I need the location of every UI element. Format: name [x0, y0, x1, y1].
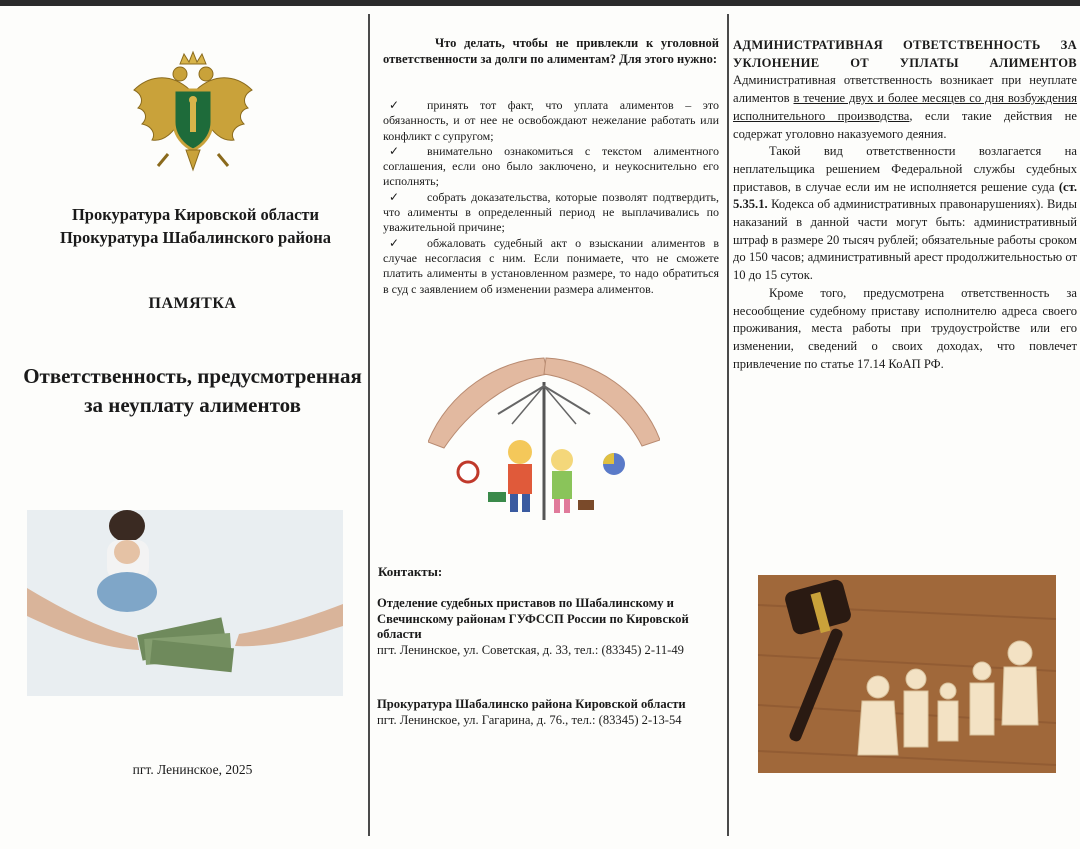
list-item-text: собрать доказательства, которые позволят подтвердить, что алименты в определенный период не выплачивались по уважительной причине; [383, 189, 719, 235]
contact-name: Отделение судебных приставов по Шабалинскому и Свечинскому районам ГУФССП России по Кировской области [377, 596, 689, 641]
list-item [383, 98, 719, 144]
top-border-line [0, 0, 1080, 6]
list-item-text: обжаловать судебный акт о взыскании алиментов в случае несогласия с ним. Если понимаете, что не сможете платить алименты в установленном размере, то надо обратиться в суд с заявлением об изменении размера алиментов. [383, 235, 719, 296]
memo-label: ПАМЯТКА [148, 295, 237, 312]
org-line-district: Прокуратура Шабалинского района [59, 228, 332, 247]
check-icon: ✓ [389, 189, 400, 204]
section-heading: АДМИНИСТРАТИВНАЯ ОТВЕТСТВЕННОСТЬ ЗА УКЛОНЕНИЕ ОТ УПЛАТЫ АЛИМЕНТОВ [733, 38, 1077, 70]
panel-divider-1 [368, 14, 370, 836]
prevention-question: Что делать, чтобы не привлекли к уголовной ответственности за долги по алиментам? Для этого нужно: [383, 36, 719, 66]
panel-divider-2 [727, 14, 729, 836]
recommendations-list [383, 98, 719, 297]
list-item [383, 190, 719, 236]
list-item [383, 236, 719, 297]
place-and-year: пгт. Ленинское, 2025 [132, 762, 253, 777]
brochure-title: Ответственность, предусмотренная за неуплату алиментов [23, 364, 362, 417]
text-fragment: , если такие действия не содержат уголовно наказуемого деяния. [733, 108, 1077, 141]
liability-paragraph-2 [733, 143, 1077, 285]
text-fragment: Административная ответственность возникает при неуплате алиментов [733, 73, 1077, 106]
list-item [383, 144, 719, 190]
list-item-text: принять тот факт, что уплата алиментов – это обязанность, и от нее не освобождают нежелание работать или конфликт с супругом; [383, 98, 719, 143]
list-item-text: внимательно ознакомиться с текстом алиментного соглашения, если оно было заключено, и неукоснительно его исполнять; [383, 143, 719, 189]
administrative-liability-section [733, 37, 1077, 373]
contact-bailiffs [377, 596, 717, 658]
contact-address: пгт. Ленинское, ул. Советская, д. 33, тел.: (83345) 2-11-49 [377, 642, 684, 657]
check-icon: ✓ [389, 143, 400, 158]
organization-names [28, 203, 363, 249]
check-icon: ✓ [389, 235, 400, 250]
contact-prosecutor [377, 697, 717, 728]
check-icon: ✓ [389, 98, 400, 112]
prosecutor-emblem-icon [128, 50, 258, 175]
protective-hands-illustration [428, 352, 660, 524]
gavel-family-photo [758, 575, 1056, 773]
text-fragment: Такой вид ответственности возлагается на неплательщика решением Федеральной службы судебных приставов, в случае если им не исполняется решение суда [733, 144, 1077, 194]
contact-name: Прокуратура Шабалинско района Кировской области [377, 697, 686, 711]
article-reference: (ст. 5.35.1. [733, 179, 1077, 212]
contacts-heading: Контакты: [378, 564, 443, 579]
liability-paragraph-1 [733, 37, 1077, 143]
org-line-regional: Прокуратура Кировской области [71, 205, 320, 224]
text-fragment: Кодекса об административных правонарушениях). Виды наказаний в данной части могут быть: административный штраф в размере 20 тысяч рублей; обязательные работы сроком до 150 часов; административный арест продолжительностью от 10 до 15 суток. [733, 197, 1077, 283]
liability-paragraph-3: Кроме того, предусмотрена ответственность за несообщение судебному приставу исполнителю адреса своего проживания, места работы при трудоустройстве или его изменении, сведений о своих доходах, что повлечет привлечение по статье 17.14 КоАП РФ. [733, 285, 1077, 371]
contact-address: пгт. Ленинское, ул. Гагарина, д. 76., тел.: (83345) 2-13-54 [377, 712, 682, 727]
child-money-photo [27, 510, 343, 696]
underlined-term: в течение двух и более месяцев со дня возбуждения исполнительного производства [733, 91, 1077, 123]
